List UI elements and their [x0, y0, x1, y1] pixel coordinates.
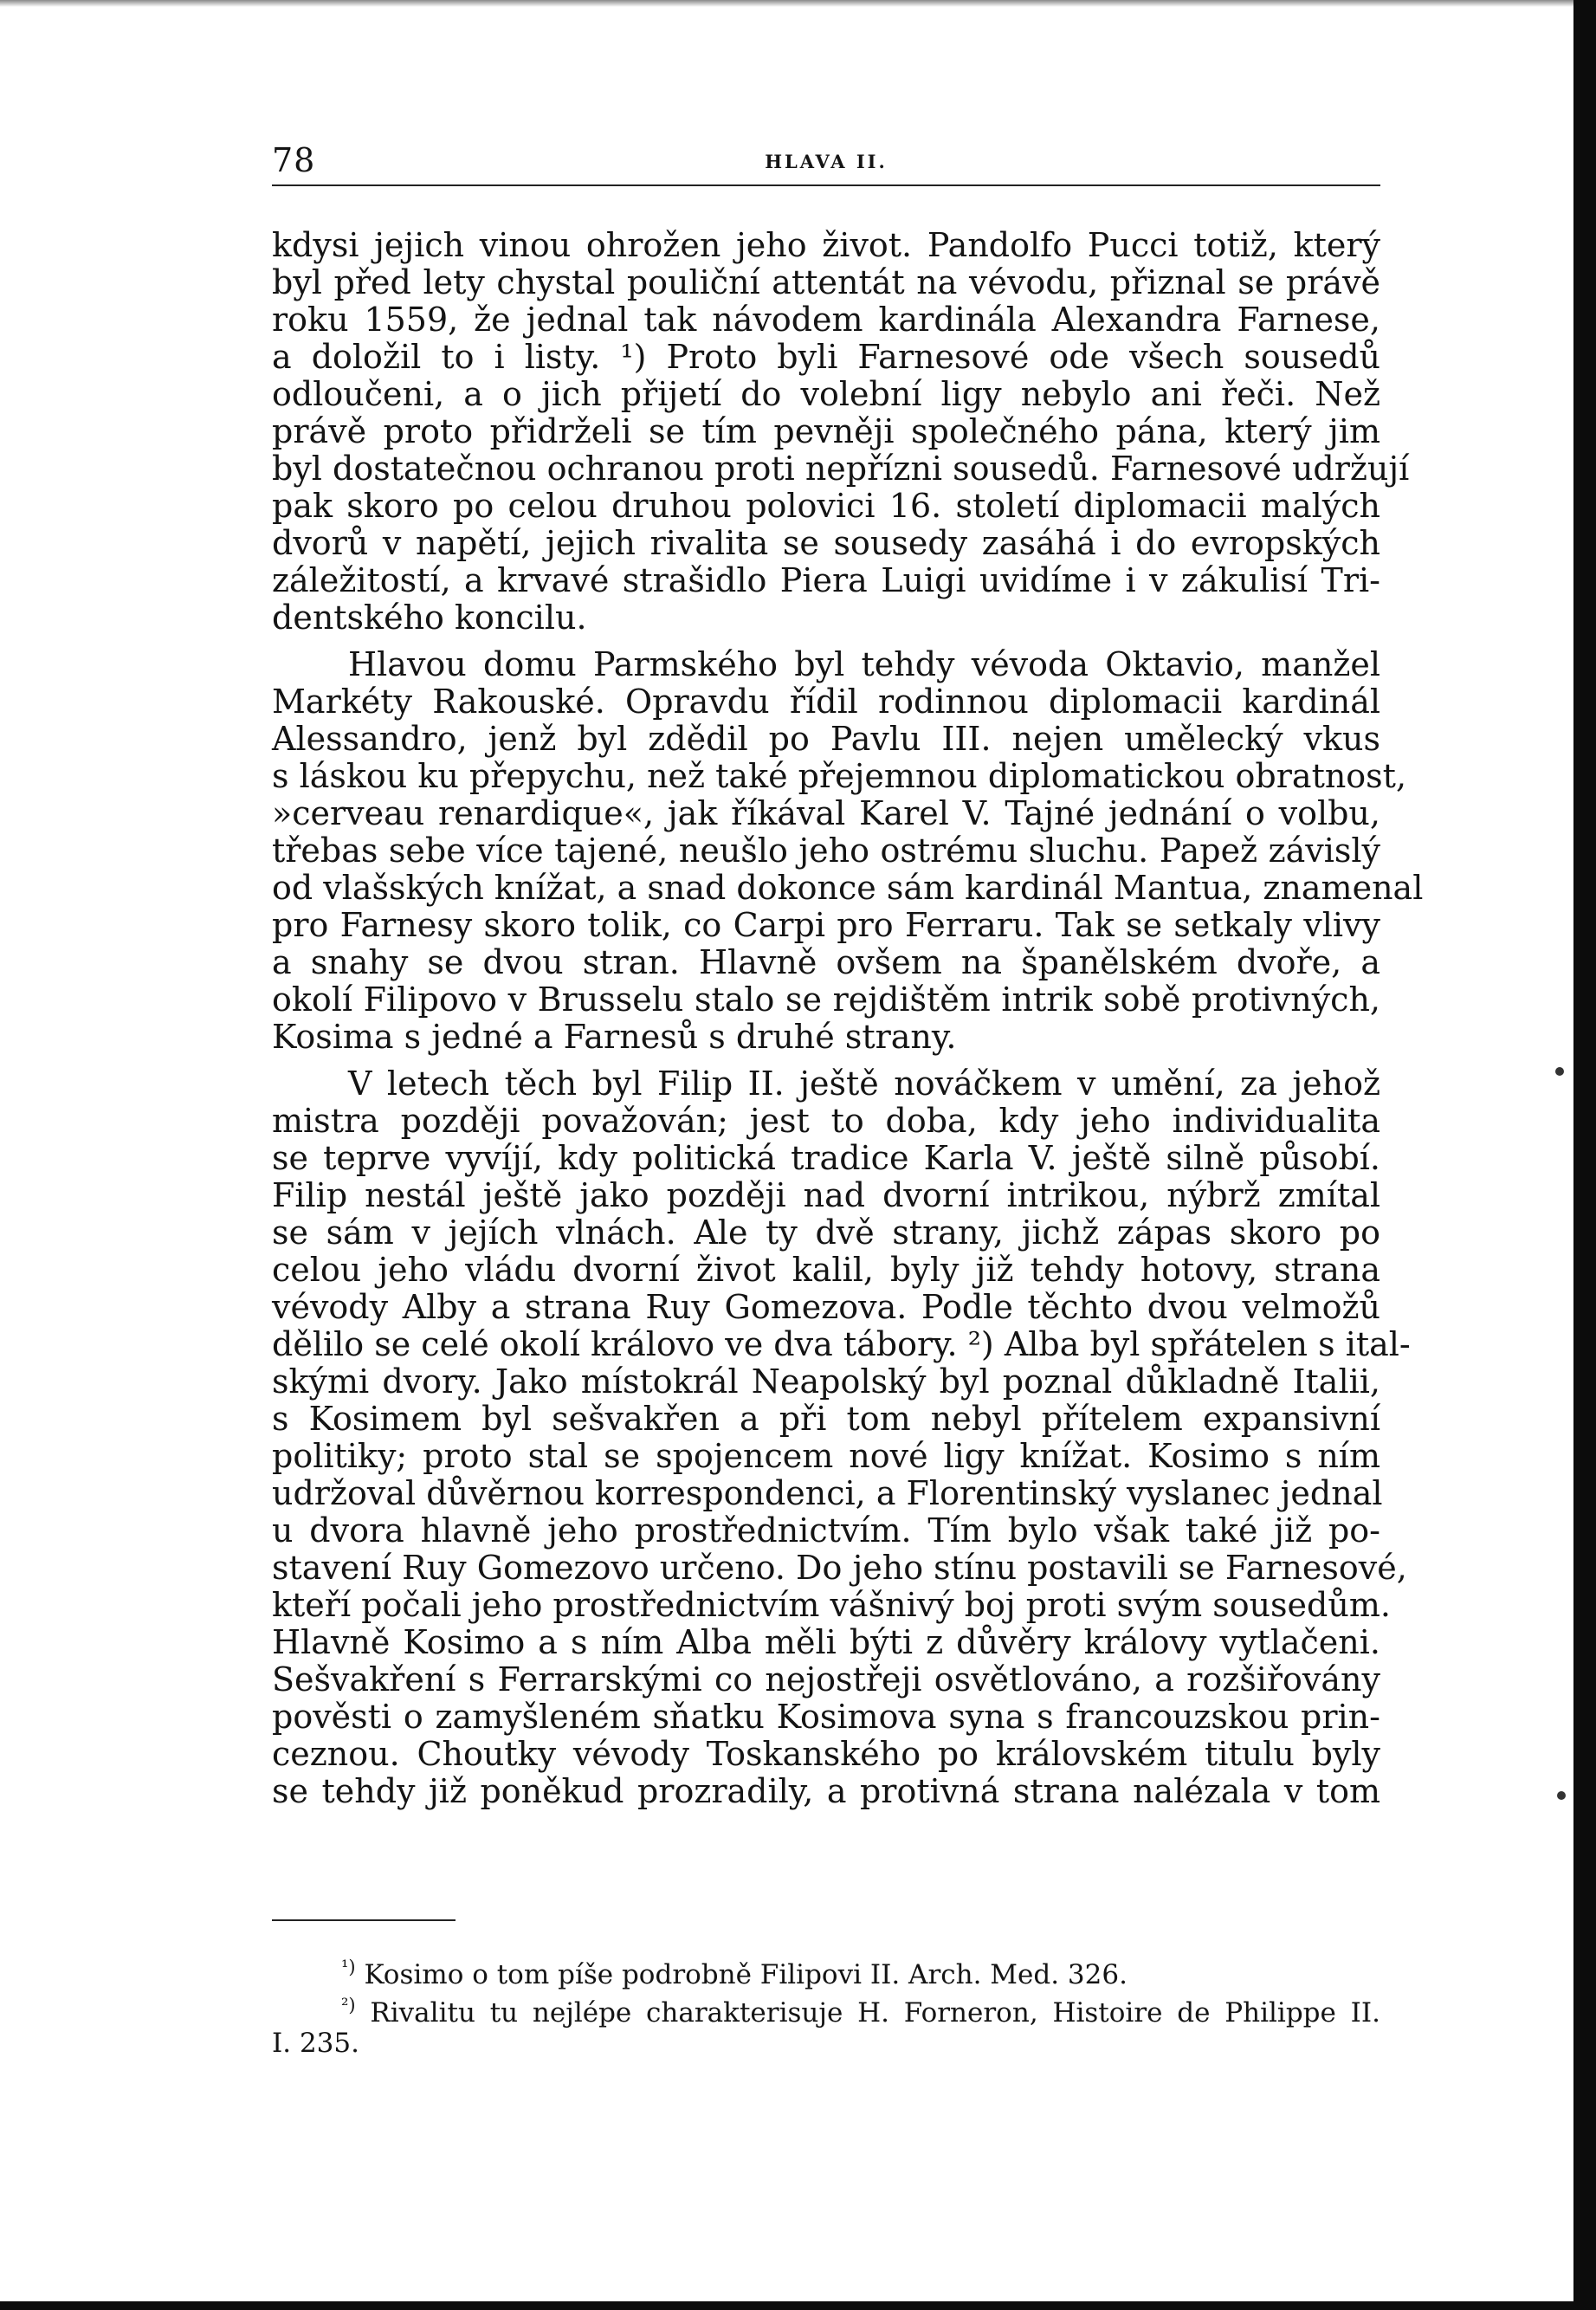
ink-speck — [1557, 1791, 1566, 1800]
text-line: se teprve vyvíjí, kdy politická tradice Karla V. ještě silně působí. — [272, 1139, 1380, 1177]
footnotes — [272, 1952, 1380, 2059]
ink-speck — [1555, 1067, 1564, 1076]
text-line: byl před lety chystal pouliční attentát na vévodu, přiznal se právě — [272, 263, 1380, 301]
text-line: záležitostí, a krvavé strašidlo Piera Luigi uvidíme i v zákulisí Tri- — [272, 561, 1380, 599]
text-line: u dvora hlavně jeho prostřednictvím. Tím bylo však také již po- — [272, 1511, 1380, 1550]
scan-edge-bottom — [0, 2301, 1596, 2310]
text-line: Filip nestál ještě jako později nad dvorní intrikou, nýbrž zmítal — [272, 1176, 1380, 1214]
text-line: V letech těch byl Filip II. ještě nováčkem v umění, za jehož — [348, 1064, 1380, 1103]
text-line: kdysi jejich vinou ohrožen jeho život. Pandolfo Pucci totiž, který — [272, 226, 1380, 264]
text-line: »cerveau renardique«, jak říkával Karel V. Tajné jednání o volbu, — [272, 794, 1380, 832]
text-line: Hlavně Kosimo a s ním Alba měli býti z důvěry královy vytlačeni. — [272, 1623, 1380, 1661]
text-line: okolí Filipovo v Brusselu stalo se rejdištěm intrik sobě protivných, — [272, 980, 1380, 1019]
text-line: se sám v jejích vlnách. Ale ty dvě strany, jichž zápas skoro po — [272, 1213, 1380, 1252]
text-line: mistra později považován; jest to doba, kdy jeho individualita — [272, 1102, 1380, 1140]
footnote — [272, 1990, 1380, 2059]
page-header — [272, 137, 1380, 185]
text-line: vévody Alby a strana Ruy Gomezova. Podle těchto dvou velmožů — [272, 1288, 1380, 1326]
text-line: a doložil to i listy. ¹) Proto byli Farnesové ode všech sousedů — [272, 338, 1380, 376]
text-line: roku 1559, že jednal tak návodem kardinála Alexandra Farnese, — [272, 301, 1380, 339]
text-line: byl dostatečnou ochranou proti nepřízni sousedů. Farnesové udržují — [272, 450, 1410, 488]
text-line: pro Farnesy skoro tolik, co Carpi pro Ferraru. Tak se setkaly vlivy — [272, 906, 1380, 944]
text-line: od vlašských knížat, a snad dokonce sám kardinál Mantua, znamenal — [272, 869, 1424, 907]
text-line: politiky; proto stal se spojencem nové ligy knížat. Kosimo s ním — [272, 1437, 1380, 1475]
text-line: ceznou. Choutky vévody Toskanského po královském titulu byly — [272, 1735, 1380, 1773]
text-line: celou jeho vládu dvorní život kalil, byly již tehdy hotovy, strana — [272, 1251, 1380, 1289]
text-line: dvorů v napětí, jejich rivalita se sousedy zasáhá i do evropských — [272, 524, 1380, 562]
text-line: Alessandro, jenž byl zdědil po Pavlu III. nejen umělecký vkus — [272, 720, 1380, 758]
paragraph — [272, 226, 1410, 637]
text-line: pověsti o zamyšleném sňatku Kosimova syna s francouzskou prin- — [272, 1698, 1380, 1736]
text-line: se tehdy již poněkud prozradily, a protivná strana nalézala v tom — [272, 1772, 1380, 1810]
text-line: Markéty Rakouské. Opravdu řídil rodinnou diplomacii kardinál — [272, 683, 1380, 721]
page-number: 78 — [272, 141, 316, 179]
header-rule — [272, 184, 1380, 186]
paragraph — [272, 645, 1424, 1056]
footnote-line: I. 235. — [272, 2028, 359, 2059]
footnote-text: Rivalitu tu nejlépe charakterisuje H. Forneron, Histoire de Philippe II. — [370, 1997, 1380, 2029]
text-line: pak skoro po celou druhou polovici 16. století diplomacii malých — [272, 487, 1380, 525]
text-line: a snahy se dvou stran. Hlavně ovšem na španělském dvoře, a — [272, 943, 1380, 981]
text-line: dentského koncilu. — [272, 599, 587, 637]
body-text — [272, 226, 1424, 1820]
text-line: s Kosimem byl sešvakřen a při tom nebyl přítelem expansivní — [272, 1400, 1380, 1438]
text-line: s láskou ku přepychu, než také přejemnou diplomatickou obratnost, — [272, 757, 1407, 795]
footnote-text: Kosimo o tom píše podrobně Filipovi II. Arch. Med. 326. — [364, 1959, 1128, 1990]
footnote-marker: ²) — [341, 1995, 356, 2016]
footnote-rule — [272, 1919, 456, 1921]
text-line: právě proto přidrželi se tím pevněji společného pána, který jim — [272, 412, 1380, 450]
scan-shadow-top — [0, 0, 1596, 7]
footnote — [272, 1952, 1380, 1990]
text-line: Sešvakření s Ferrarskými co nejostřeji osvětlováno, a rozšiřovány — [272, 1660, 1380, 1699]
text-line: kteří počali jeho prostřednictvím vášnivý boj proti svým sousedům. — [272, 1586, 1391, 1624]
text-line: Kosima s jedné a Farnesů s druhé strany. — [272, 1018, 957, 1056]
text-line: třebas sebe více tajené, neušlo jeho ostrému sluchu. Papež závislý — [272, 831, 1380, 870]
footnote-marker: ¹) — [341, 1957, 356, 1977]
scan-edge-right — [1573, 0, 1596, 2310]
footnote-line — [272, 1952, 1380, 1990]
text-line: udržoval důvěrnou korrespondenci, a Florentinský vyslanec jednal — [272, 1474, 1383, 1512]
text-line: odloučeni, a o jich přijetí do volební ligy nebylo ani řeči. Než — [272, 375, 1380, 413]
paragraph — [272, 1064, 1411, 1810]
text-line: skými dvory. Jako místokrál Neapolský byl poznal důkladně Italii, — [272, 1362, 1380, 1401]
text-line: dělilo se celé okolí královo ve dva tábory. ²) Alba byl spřátelen s ital- — [272, 1325, 1411, 1363]
text-line: stavení Ruy Gomezovo určeno. Do jeho stínu postavili se Farnesové, — [272, 1549, 1407, 1587]
text-line: Hlavou domu Parmského byl tehdy vévoda Oktavio, manžel — [348, 645, 1380, 683]
running-head: HLAVA II. — [765, 151, 888, 172]
footnote-line — [272, 1990, 1380, 2029]
